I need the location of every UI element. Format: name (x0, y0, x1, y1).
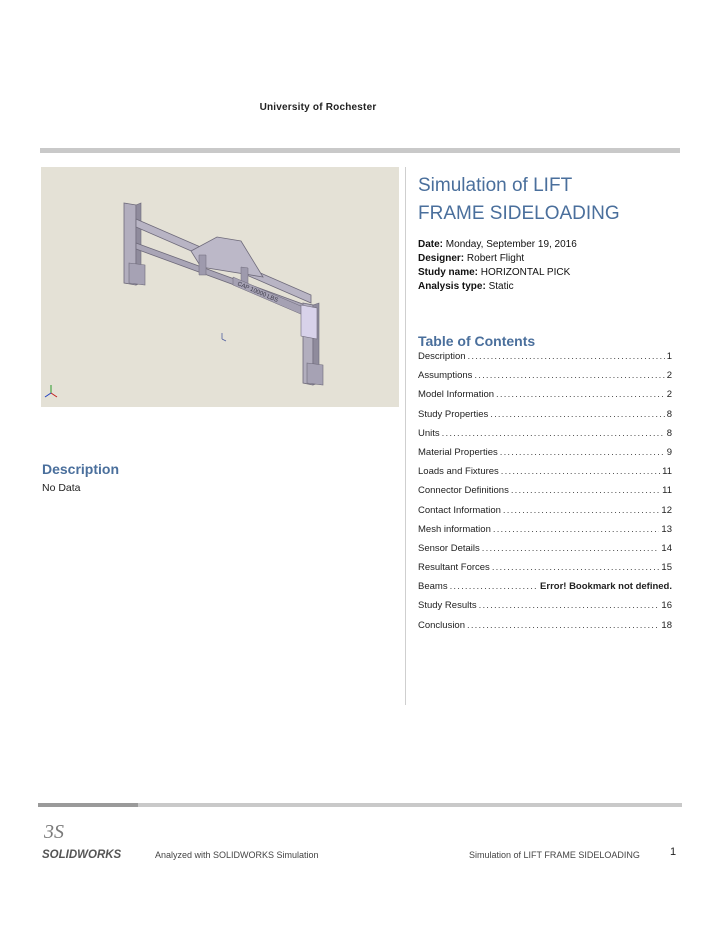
toc-item-assumptions[interactable] (418, 369, 672, 388)
report-title-line2: FRAME SIDELOADING (418, 203, 620, 224)
toc-item-study-properties[interactable] (418, 408, 672, 427)
toc-leader (496, 388, 665, 402)
toc-page: 11 (662, 466, 672, 478)
toc-item-sensor-details[interactable] (418, 542, 672, 561)
toc-leader (503, 504, 660, 518)
axis-triad-icon (45, 385, 57, 397)
toc-leader (501, 465, 660, 479)
toc-page: 2 (666, 389, 672, 401)
toc-page: 8 (666, 408, 672, 420)
table-of-contents (418, 350, 672, 638)
toc-label: Study Results (418, 600, 477, 612)
footer-page-number: 1 (670, 846, 677, 858)
toc-item-study-results[interactable] (418, 599, 672, 618)
toc-page: 15 (661, 562, 672, 574)
toc-page: 2 (666, 370, 672, 382)
toc-item-mesh-information[interactable] (418, 523, 672, 542)
toc-page: 12 (661, 504, 672, 516)
toc-leader (511, 484, 660, 498)
toc-leader (467, 619, 659, 633)
solidworks-logo (40, 816, 140, 862)
header-organization (0, 102, 636, 113)
toc-page: 16 (661, 600, 672, 612)
toc-page: 18 (661, 619, 672, 631)
toc-label: Mesh information (418, 523, 491, 535)
toc-label: Model Information (418, 389, 495, 401)
analysis-value: Static (488, 281, 514, 292)
toc-item-connector-definitions[interactable] (418, 484, 672, 503)
header-rule (40, 148, 680, 153)
study-label: Study name: (418, 267, 479, 278)
toc-label: Connector Definitions (418, 485, 509, 497)
toc-item-material-properties[interactable] (418, 446, 672, 465)
toc-leader (474, 369, 664, 383)
footer-analyzed-with: Analyzed with SOLIDWORKS Simulation (155, 850, 319, 860)
description-heading: Description (42, 461, 120, 477)
toc-label: Conclusion (418, 619, 465, 631)
toc-leader (468, 350, 665, 364)
toc-label: Units (418, 427, 440, 439)
toc-item-description[interactable] (418, 350, 672, 369)
model-image (41, 167, 399, 407)
toc-leader (482, 542, 660, 556)
toc-item-contact-information[interactable] (418, 504, 672, 523)
toc-leader (442, 427, 665, 441)
description-body: No Data (42, 482, 81, 494)
footer-rule-accent (38, 803, 138, 807)
lift-frame-model (41, 167, 399, 407)
toc-item-units[interactable] (418, 427, 672, 446)
toc-item-loads-and-fixtures[interactable] (418, 465, 672, 484)
toc-error-text: Error! Bookmark not defined. (540, 581, 672, 593)
analysis-label: Analysis type: (418, 281, 486, 292)
toc-heading: Table of Contents (418, 333, 536, 349)
svg-text:3S: 3S (44, 821, 64, 843)
toc-page: 9 (666, 446, 672, 458)
toc-label: Description (418, 351, 466, 362)
designer-label: Designer: (418, 253, 465, 264)
toc-item-conclusion[interactable] (418, 619, 672, 638)
column-divider (405, 167, 406, 705)
toc-label: Sensor Details (418, 542, 480, 554)
report-title-line1: Simulation of LIFT (418, 175, 573, 196)
designer-value: Robert Flight (466, 253, 525, 264)
toc-item-beams[interactable] (418, 580, 672, 599)
toc-leader (492, 561, 660, 575)
toc-page: 8 (666, 427, 672, 439)
toc-item-resultant-forces[interactable] (418, 561, 672, 580)
report-metadata (418, 238, 698, 294)
toc-label: Study Properties (418, 408, 489, 420)
beam-capacity-label: CAP 10000 LBS (236, 281, 279, 304)
toc-page: 14 (661, 542, 672, 554)
date-label: Date: (418, 239, 444, 250)
toc-leader (490, 408, 664, 422)
toc-label: Material Properties (418, 446, 498, 458)
toc-leader (450, 580, 538, 594)
toc-page: 13 (661, 523, 672, 535)
toc-page: 1 (666, 351, 672, 362)
toc-label: Contact Information (418, 504, 501, 516)
report-title (418, 172, 688, 228)
toc-label: Assumptions (418, 370, 473, 382)
footer-document-title: Simulation of LIFT FRAME SIDELOADING (469, 850, 640, 860)
organization-name: University of Rochester (259, 102, 377, 113)
toc-label: Resultant Forces (418, 562, 490, 574)
toc-label: Loads and Fixtures (418, 466, 499, 478)
toc-leader (479, 599, 660, 613)
toc-item-model-information[interactable] (418, 388, 672, 407)
toc-page: 11 (662, 485, 672, 497)
date-value: Monday, September 19, 2016 (445, 239, 577, 250)
toc-label: Beams (418, 581, 448, 593)
toc-leader (493, 523, 660, 537)
toc-leader (500, 446, 665, 460)
logo-wordmark: SOLIDWORKS (42, 849, 122, 861)
study-value: HORIZONTAL PICK (480, 267, 571, 278)
ds-logo-icon (40, 816, 140, 862)
